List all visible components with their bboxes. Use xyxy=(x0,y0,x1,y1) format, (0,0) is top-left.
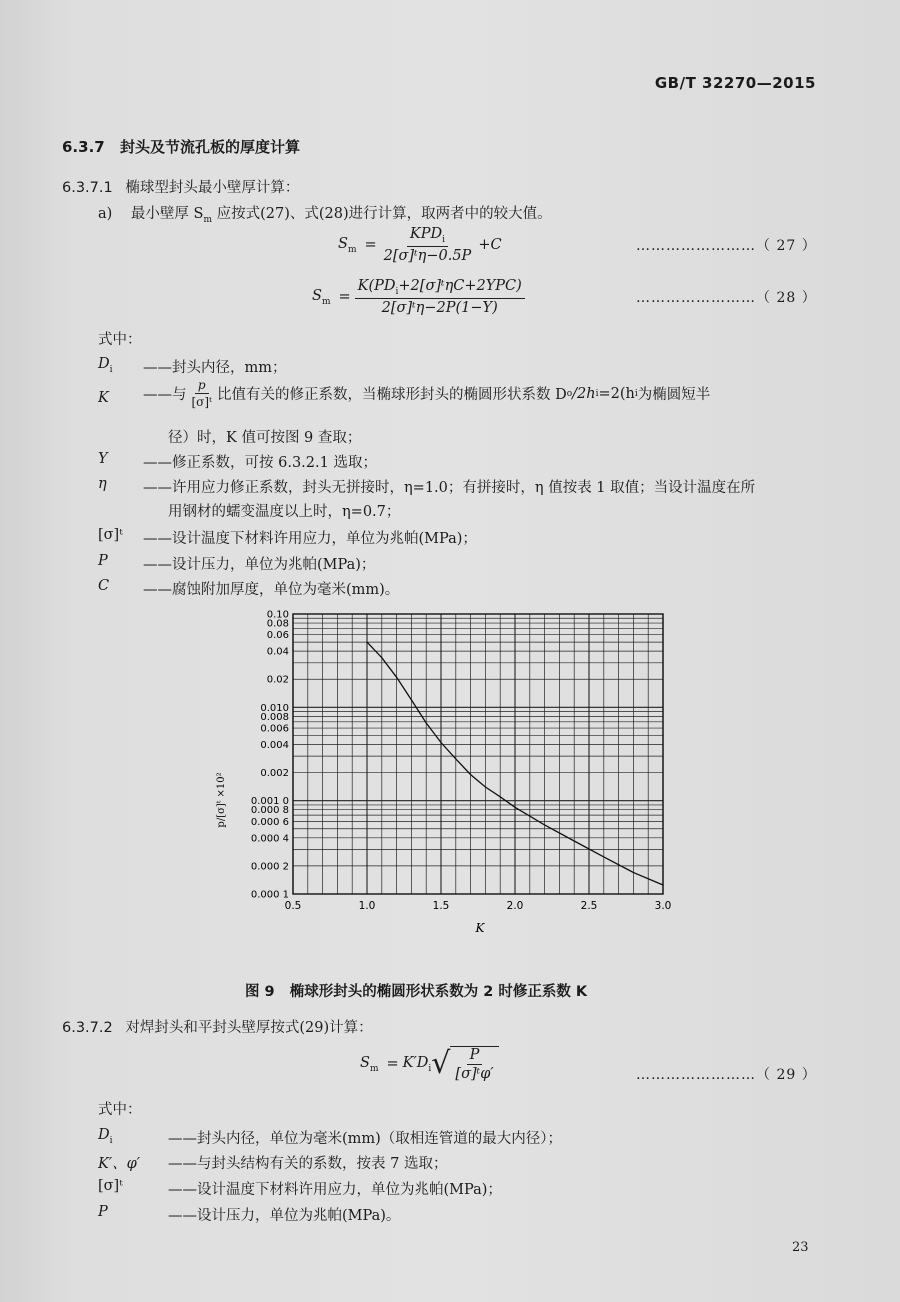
subscript: i xyxy=(595,388,599,399)
eq-sign: = xyxy=(338,288,351,305)
def-fraction xyxy=(189,378,216,409)
eq-denominator: [σ]ᵗφ′ xyxy=(455,1066,494,1082)
section-number: 6.3.7.2 xyxy=(62,1020,113,1036)
eq-sign: = xyxy=(364,236,377,253)
eq-tail: +C xyxy=(478,236,502,253)
def-text-part: 为椭圆短半 xyxy=(637,387,711,403)
subscript: m xyxy=(321,296,331,307)
section-number: 6.3.7.1 xyxy=(62,180,113,196)
eq-lhs-symbol: S xyxy=(360,1054,370,1071)
def-text-part: =2(h xyxy=(598,385,635,402)
x-axis-label: K xyxy=(475,921,485,935)
def-text: ——封头内径，mm； xyxy=(143,360,287,376)
figure-caption xyxy=(245,980,587,1001)
eq-denominator: 2[σ]ᵗη−0.5P xyxy=(383,247,472,264)
chart-ticks xyxy=(251,610,672,913)
eq-fraction xyxy=(355,278,525,316)
subscript: i xyxy=(634,388,638,399)
standard-number: GB/T 32270—2015 xyxy=(654,74,816,92)
eq-sqrt xyxy=(431,1046,498,1082)
def-text: ——设计温度下材料许用应力，单位为兆帕(MPa)； xyxy=(143,531,477,547)
eq-lhs-symbol: S xyxy=(312,287,322,304)
y-tick-label: 0.001 0 xyxy=(250,796,289,808)
y-axis-label: p/[σ]ᵗ ×10² xyxy=(216,772,227,828)
equation-number-29: ……………………（ 29 ） xyxy=(636,1067,817,1083)
page-number: 23 xyxy=(792,1240,809,1255)
y-tick-label: 0.000 8 xyxy=(250,805,289,817)
def-symbol xyxy=(98,1127,113,1146)
subscript: m xyxy=(347,244,357,255)
eq-numerator-text-2: +2[σ]ᵗηC+2YPC) xyxy=(398,278,522,294)
def-text-part: /2h xyxy=(572,385,596,402)
section-title: 椭球型封头最小壁厚计算： xyxy=(125,180,300,196)
item-text-2: 应按式(27)、式(28)进行计算，取两者中的较大值。 xyxy=(212,206,552,222)
equation-number-28: ……………………（ 28 ） xyxy=(636,290,817,306)
eq-denominator: 2[σ]ᵗη−2P(1−Y) xyxy=(381,299,498,316)
eq-sign: = xyxy=(386,1056,399,1072)
x-tick-label: 2.5 xyxy=(580,900,598,912)
x-tick-label: 2.0 xyxy=(506,900,524,912)
y-tick-label: 0.002 xyxy=(260,768,289,780)
chart-frame xyxy=(293,614,663,894)
def-symbol: K xyxy=(98,390,109,406)
subscript: m xyxy=(203,214,213,225)
def-symbol-text: D xyxy=(98,1127,110,1143)
def-text: ——封头内径，单位为毫米(mm)（取相连管道的最大内径）； xyxy=(168,1131,563,1147)
def-symbol: C xyxy=(98,578,110,594)
y-tick-label: 0.004 xyxy=(260,739,289,751)
x-tick-label: 1.5 xyxy=(432,900,450,912)
def-symbol-text: D xyxy=(98,356,110,372)
item-label: a) xyxy=(98,206,113,222)
y-tick-label: 0.02 xyxy=(266,674,289,686)
equation-27 xyxy=(338,226,502,264)
x-tick-label: 0.5 xyxy=(284,900,302,912)
def-symbol: Y xyxy=(98,451,108,467)
def-symbol: [σ]ᵗ xyxy=(98,527,123,543)
x-tick-label: 3.0 xyxy=(654,900,672,912)
def-text-k xyxy=(143,378,710,409)
chart-grid xyxy=(293,614,663,894)
def-text-part: ——与 xyxy=(143,387,187,403)
eq-coef-text: K′D xyxy=(402,1054,429,1071)
def-fraction-den: [σ]ᵗ xyxy=(191,395,213,409)
def-symbol: K′、φ′ xyxy=(98,1156,141,1172)
y-tick-label: 0.008 xyxy=(260,711,289,723)
y-tick-label: 0.006 xyxy=(260,723,289,735)
eq-lhs-symbol: S xyxy=(338,235,348,252)
def-text-line2: 用钢材的蠕变温度以上时，η=0.7； xyxy=(168,504,401,520)
subscript: i xyxy=(395,286,399,297)
subscript: m xyxy=(369,1063,379,1074)
def-text-part: 比值有关的修正系数，当椭球形封头的椭圆形状系数 D xyxy=(217,387,567,403)
y-tick-label: 0.010 xyxy=(260,702,289,714)
def-text: ——设计压力，单位为兆帕(MPa)。 xyxy=(168,1208,401,1224)
subscript: i xyxy=(428,1063,432,1074)
y-tick-label: 0.08 xyxy=(266,618,289,630)
section-title: 对焊封头和平封头壁厚按式(29)计算： xyxy=(125,1020,373,1036)
def-symbol: [σ]ᵗ xyxy=(98,1178,123,1194)
def-symbol: P xyxy=(98,553,108,569)
def-symbol: η xyxy=(98,476,107,492)
section-6-3-7-1 xyxy=(62,178,299,198)
eq-lhs xyxy=(360,1055,378,1074)
def-fraction-num: p xyxy=(195,378,209,394)
y-tick-label: 0.000 4 xyxy=(250,833,289,845)
section-title: 封头及节流孔板的厚度计算 xyxy=(119,138,300,156)
def-text-line2: 径）时，K 值可按图 9 查取； xyxy=(168,430,362,446)
def-symbol: P xyxy=(98,1204,108,1220)
figure-label: 图 9 xyxy=(245,984,275,1000)
def-symbol xyxy=(98,356,113,375)
eq-numerator-text: KPD xyxy=(409,226,443,242)
def-text: ——修正系数，可按 6.3.2.1 选取； xyxy=(143,455,377,471)
y-tick-label: 0.000 2 xyxy=(250,861,289,873)
correction-factor-chart xyxy=(200,600,700,945)
eq-numerator xyxy=(355,278,525,299)
def-text: ——设计压力，单位为兆帕(MPa)； xyxy=(143,557,376,573)
sqrt-icon: √ xyxy=(431,1046,451,1081)
eq-fraction xyxy=(381,226,475,264)
equation-number-27: ……………………（ 27 ） xyxy=(636,238,817,254)
eq-fraction xyxy=(452,1047,496,1082)
def-text: ——设计温度下材料许用应力，单位为兆帕(MPa)； xyxy=(168,1182,502,1198)
item-text: 最小壁厚 S xyxy=(130,206,204,222)
sqrt-body xyxy=(450,1046,498,1082)
subscript: o xyxy=(566,388,573,399)
def-text: ——与封头结构有关的系数，按表 7 选取； xyxy=(168,1156,448,1172)
equation-29 xyxy=(360,1046,499,1082)
subscript: i xyxy=(442,234,446,245)
equation-28 xyxy=(312,278,525,316)
eq-lhs xyxy=(338,236,356,255)
eq-coefficient xyxy=(403,1055,432,1074)
where-label: 式中： xyxy=(98,1102,142,1118)
y-tick-label: 0.06 xyxy=(266,630,289,642)
section-6-3-7-2 xyxy=(62,1018,373,1038)
y-tick-label: 0.10 xyxy=(266,609,289,621)
subscript: i xyxy=(109,1135,113,1146)
eq-numerator xyxy=(407,226,448,247)
subscript: i xyxy=(109,364,113,375)
x-tick-label: 1.0 xyxy=(358,900,376,912)
eq-lhs xyxy=(312,288,330,307)
def-text: ——许用应力修正系数，封头无拼接时，η=1.0；有拼接时，η 值按表 1 取值；当设计温度在所 xyxy=(143,480,756,496)
y-tick-label: 0.04 xyxy=(266,646,289,658)
y-tick-label: 0.000 1 xyxy=(250,889,289,901)
where-label: 式中： xyxy=(98,332,142,348)
figure-title: 椭球形封头的椭圆形状系数为 2 时修正系数 K xyxy=(289,984,588,1000)
y-tick-label: 0.000 6 xyxy=(250,816,289,828)
section-6-3-7 xyxy=(62,136,300,157)
section-number: 6.3.7 xyxy=(62,138,105,156)
eq-numerator: P xyxy=(467,1047,483,1065)
eq-numerator-text: K(PD xyxy=(357,278,396,294)
def-text: ——腐蚀附加厚度，单位为毫米(mm)。 xyxy=(143,582,400,598)
